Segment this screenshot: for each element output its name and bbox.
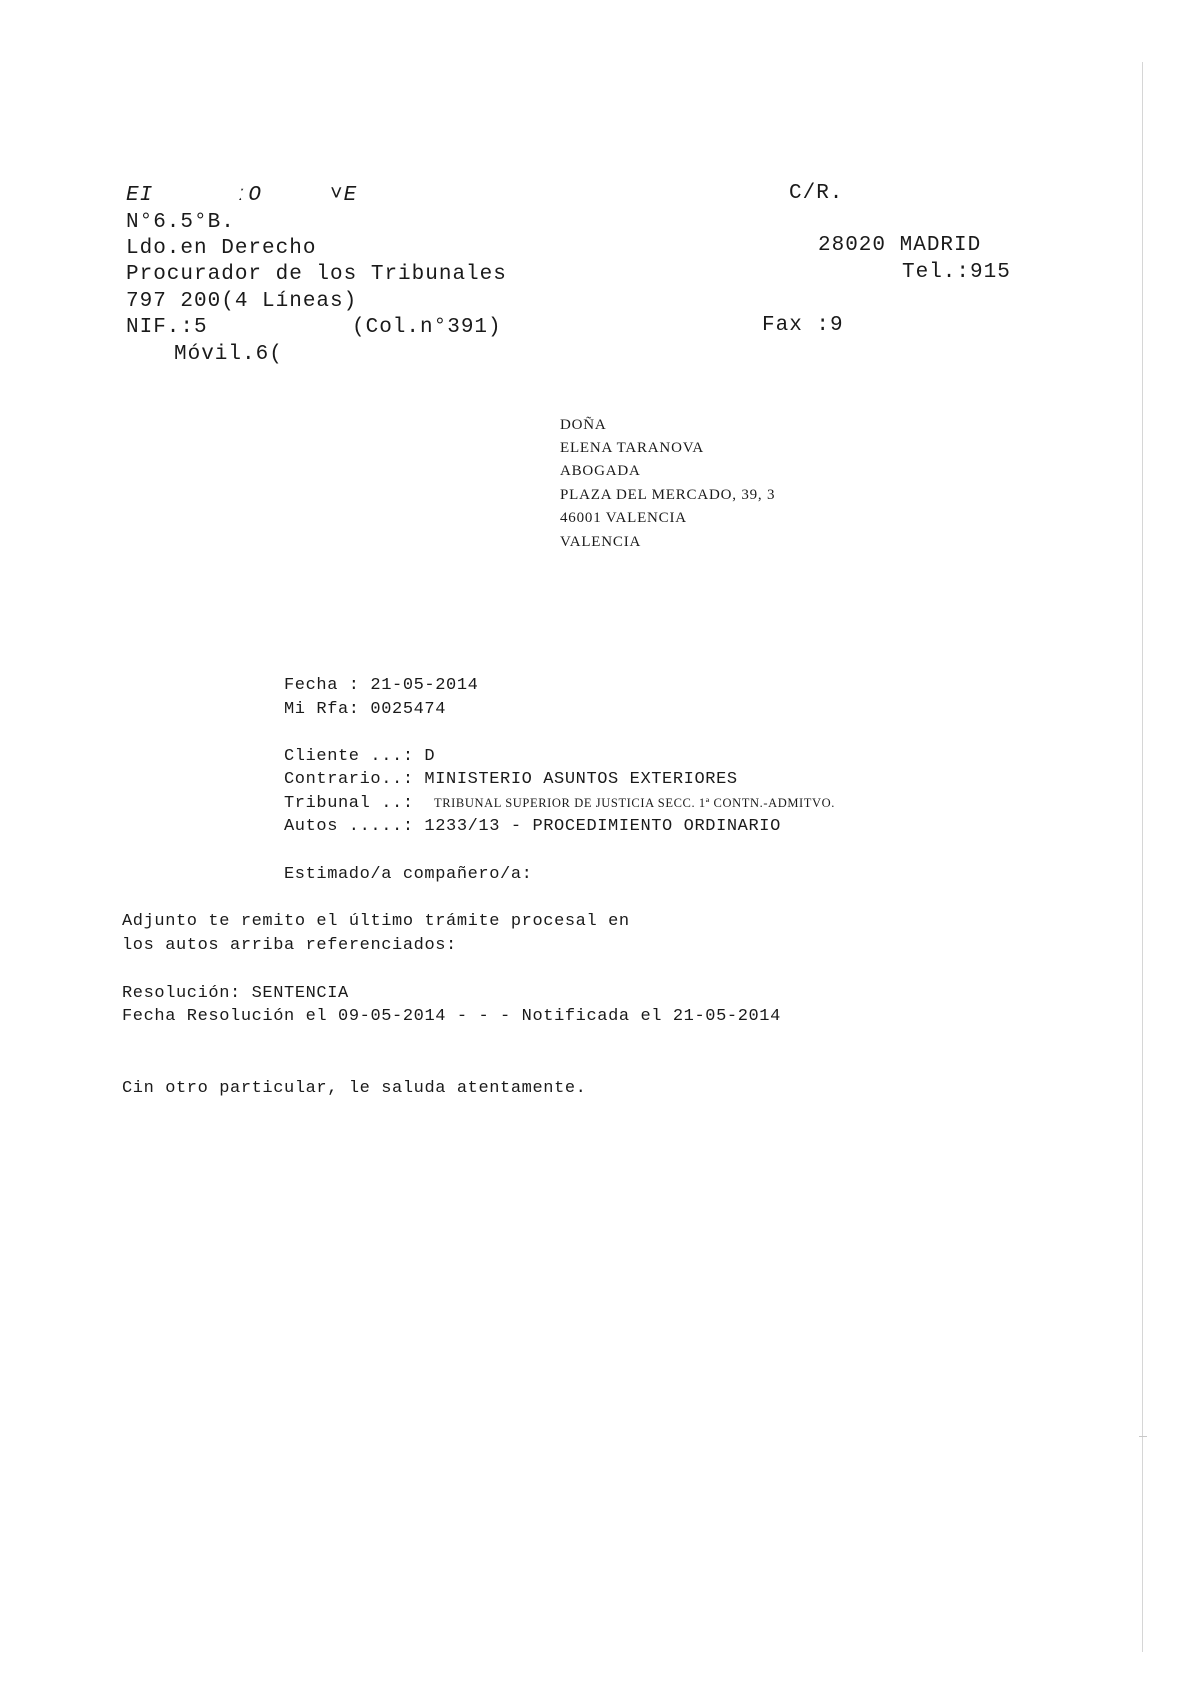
court-label: Tribunal ..: xyxy=(284,794,425,813)
sender-address: N°6.5°B. xyxy=(126,211,235,234)
letter-date: Fecha : 21-05-2014 xyxy=(284,676,479,695)
recipient-line: PLAZA DEL MERCADO, 39, 3 xyxy=(560,487,776,503)
recipient-line: ELENA TARANOVA xyxy=(560,440,705,456)
sender-fax: Fax :9 xyxy=(762,314,844,337)
sender-name: EІ ːO ˅E xyxy=(126,184,358,207)
recipient-line: 46001 VALENCIA xyxy=(560,510,687,526)
body-paragraph-line: los autos arriba referenciados: xyxy=(122,936,457,955)
resolution-type: Resolución: SENTENCIA xyxy=(122,984,349,1003)
my-reference: Mi Rfa: 0025474 xyxy=(284,700,447,719)
sender-colegiado: (Col.n°391) xyxy=(352,316,502,339)
page-edge-line xyxy=(1142,62,1143,1652)
sender-nif: NIF.:5 xyxy=(126,316,208,339)
court-value: TRIBUNAL SUPERIOR DE JUSTICIA SECC. 1ª CONTN.-ADMITVO. xyxy=(434,796,836,810)
body-paragraph-line: Adjunto te remito el último trámite procesal en xyxy=(122,912,630,931)
sender-title: Procurador de los Tribunales xyxy=(126,263,507,286)
opposing-party-line: Contrario..: MINISTERIO ASUNTOS EXTERIORES xyxy=(284,770,738,789)
sender-mobile: Móvil.6( xyxy=(174,343,283,366)
case-line: Autos .....: 1233/13 - PROCEDIMIENTO ORDINARIO xyxy=(284,817,781,836)
sender-ref: C/R. xyxy=(789,182,844,205)
sender-phone: 797 200(4 Líneas) xyxy=(126,290,358,313)
sender-degree: Ldo.en Derecho xyxy=(126,237,317,260)
client-line: Cliente ...: D xyxy=(284,747,436,766)
closing-line: Cin otro particular, le saluda atentamente. xyxy=(122,1079,587,1098)
page-edge-tick xyxy=(1139,1436,1147,1437)
salutation: Estimado/a compañero/a: xyxy=(284,865,533,884)
sender-tel: Tel.:915 xyxy=(902,261,1011,284)
recipient-line: ABOGADA xyxy=(560,463,641,479)
sender-city: 28020 MADRID xyxy=(818,234,982,257)
recipient-line: VALENCIA xyxy=(560,534,642,550)
recipient-line: DOÑA xyxy=(560,417,607,433)
resolution-dates: Fecha Resolución el 09-05-2014 - - - Notificada el 21-05-2014 xyxy=(122,1007,781,1026)
